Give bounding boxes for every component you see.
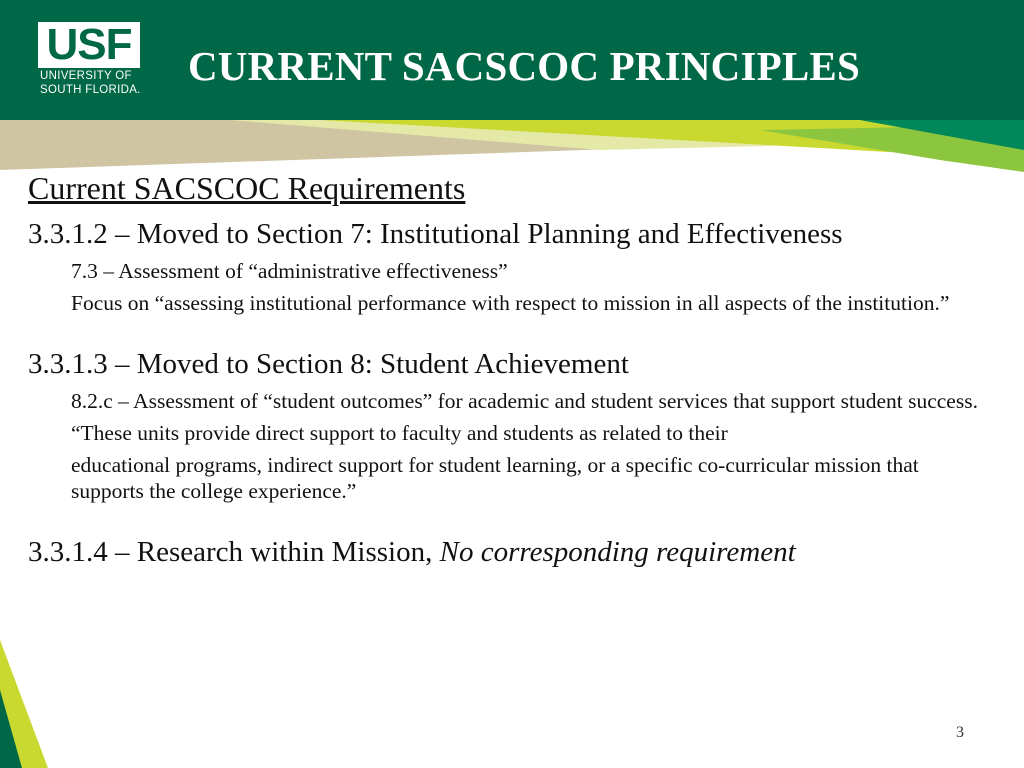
- section-3-3-1-2-title: 3.3.1.2 – Moved to Section 7: Institutional Planning and Effectiveness: [28, 218, 843, 250]
- section-3-3-1-4-title-text: 3.3.1.4 – Research within Mission,: [28, 536, 433, 568]
- spacer: [28, 510, 1003, 534]
- usf-logo: [38, 22, 140, 68]
- section-3-3-1-3-item-2: “These units provide direct support to faculty and students as related to their: [71, 421, 728, 445]
- logo-line-university: UNIVERSITY OF: [40, 70, 132, 82]
- slide-content: [28, 168, 1003, 570]
- section-3-3-1-3-item-1: 8.2.c – Assessment of “student outcomes” for academic and student services that support student success.: [71, 389, 978, 413]
- section-3-3-1-3-title: 3.3.1.3 – Moved to Section 8: Student Achievement: [28, 348, 629, 380]
- logo-letters: USF: [46, 20, 132, 69]
- section-3-3-1-2-item-1: 7.3 – Assessment of “administrative effectiveness”: [71, 259, 508, 283]
- page-number: 3: [956, 724, 964, 741]
- section-3-3-1-2-item-2: Focus on “assessing institutional performance with respect to mission in all aspects of the institution.”: [71, 291, 950, 315]
- section-3-3-1-4-emphasis: No corresponding requirement: [439, 536, 796, 568]
- logo-line-south-florida: SOUTH FLORIDA.: [40, 84, 141, 96]
- section-3-3-1-3-item-3: educational programs, indirect support for student learning, or a specific co-curricular mission that supports the college experience.”: [71, 453, 919, 503]
- slide-title: CURRENT SACSCOC PRINCIPLES: [188, 43, 860, 89]
- requirements-heading: Current SACSCOC Requirements: [28, 170, 466, 206]
- section-3-3-1-4-title: [28, 534, 1003, 570]
- spacer: [28, 322, 1003, 346]
